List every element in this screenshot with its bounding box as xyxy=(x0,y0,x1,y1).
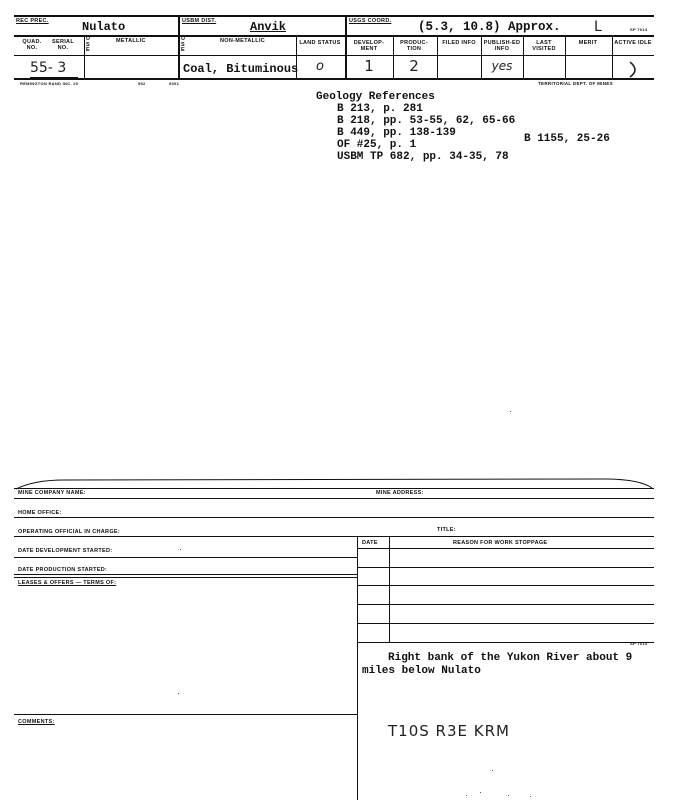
usbm-dist-value: Anvik xyxy=(250,20,287,34)
stoppage-rule-3 xyxy=(357,604,654,605)
speck xyxy=(178,693,179,694)
township-range-meridian: T10S R3E KRM xyxy=(388,722,510,740)
col-use-metallic: U S E xyxy=(86,36,91,53)
speck xyxy=(530,796,531,797)
col-merit: MERIT xyxy=(578,40,598,46)
reference-line: OF #25, p. 1 xyxy=(337,139,417,151)
stoppage-rule-0 xyxy=(357,548,654,549)
rec-prec-label: REC PREC. xyxy=(16,18,49,24)
location-text-line-2: miles below Nulato xyxy=(362,665,481,677)
production-value: 2 xyxy=(409,57,419,75)
code-b: 5301 xyxy=(169,81,180,86)
operating-official-label: OPERATING OFFICIAL IN CHARGE: xyxy=(18,529,120,535)
corner-mark: L xyxy=(594,19,602,35)
col-published-info: PUBLISH-ED INFO xyxy=(483,40,521,52)
speck xyxy=(466,795,467,796)
sep-usbm xyxy=(178,15,180,78)
reference-line: USBM TP 682, pp. 34-35, 78 xyxy=(337,151,509,163)
published-info-value: yes xyxy=(491,59,513,73)
mine-company-name-label: MINE COMPANY NAME: xyxy=(18,490,86,496)
col-metallic: METALLIC xyxy=(116,38,146,44)
form-code: SP 7014 xyxy=(630,27,648,32)
header-divider xyxy=(14,35,654,37)
col-production: PRODUC-TION xyxy=(400,40,428,52)
stoppage-rule-4 xyxy=(357,623,654,624)
row-rule-1 xyxy=(14,498,654,499)
col-land-status: LAND STATUS xyxy=(299,40,341,46)
quad-serial-value: 55- 3 xyxy=(30,60,67,76)
col-non-metallic: NON-METALLIC xyxy=(220,38,266,44)
usgs-coord-label: USGS COORD. xyxy=(349,18,392,24)
reference-line: B 218, pp. 53-55, 62, 65-66 xyxy=(337,115,516,127)
col-serial-no: SERIAL NO. xyxy=(52,39,74,51)
sep-serial xyxy=(84,35,85,78)
active-idle-mark xyxy=(626,60,644,80)
form-center-divider xyxy=(357,536,358,800)
column-divider xyxy=(14,55,654,56)
reference-extra: B 1155, 25-26 xyxy=(524,133,610,145)
top-border xyxy=(14,15,654,17)
comments-label: COMMENTS: xyxy=(18,719,55,725)
printer-credit: REMINGTON RAND INC. 20 xyxy=(20,81,79,86)
col-filed-info: FILED INFO xyxy=(442,40,476,46)
date-column-header: DATE xyxy=(362,540,378,546)
reason-column-header: REASON FOR WORK STOPPAGE xyxy=(453,540,548,546)
location-text-line-1: Right bank of the Yukon River about 9 xyxy=(388,652,633,664)
non-metallic-value: Coal, Bituminous xyxy=(183,62,299,76)
location-form-code: SP 7014 xyxy=(630,641,648,646)
usbm-dist-label: USBM DIST. xyxy=(182,18,217,24)
speck xyxy=(510,411,511,412)
code-a: 552 xyxy=(138,81,146,86)
mine-address-label: MINE ADDRESS: xyxy=(376,490,424,496)
comments-rule xyxy=(14,714,357,715)
reference-line: B 449, pp. 138-139 xyxy=(337,127,456,139)
record-bottom-border xyxy=(14,78,654,80)
department-name: TERRITORIAL DEPT. OF MINES xyxy=(538,81,613,86)
col-development: DEVELOP-MENT xyxy=(353,40,385,52)
development-value: 1 xyxy=(364,57,374,75)
home-office-label: HOME OFFICE: xyxy=(18,510,62,516)
form-top-rule xyxy=(14,488,654,489)
row-rule-3 xyxy=(14,536,654,537)
speck xyxy=(180,549,181,550)
sep-usgs xyxy=(345,15,347,78)
stoppage-rule-1 xyxy=(357,567,654,568)
col-last-visited: LAST VISITED xyxy=(532,40,556,52)
row-rule-2 xyxy=(14,517,654,518)
quad-underline xyxy=(30,77,78,78)
land-status-value: o xyxy=(316,59,324,74)
speck xyxy=(492,770,493,771)
left-rule-2b xyxy=(14,577,357,578)
references-heading: Geology References xyxy=(316,91,435,103)
col-quad-no: QUAD. NO. xyxy=(22,39,42,51)
title-label: TITLE: xyxy=(437,527,456,533)
reference-line: B 213, p. 281 xyxy=(337,103,423,115)
date-column-divider xyxy=(389,536,390,642)
stoppage-rule-5 xyxy=(357,642,654,643)
col-use-nonmetallic: U S E xyxy=(181,36,186,53)
leases-offers-label: LEASES & OFFERS — TERMS OF: xyxy=(18,580,117,586)
usgs-coord-value: (5.3, 10.8) Approx. xyxy=(418,20,561,34)
date-development-started-label: DATE DEVELOPMENT STARTED: xyxy=(18,548,113,554)
col-active-idle: ACTIVE IDLE xyxy=(614,40,652,46)
speck xyxy=(480,792,481,793)
speck xyxy=(508,795,509,796)
rec-prec-value: Nulato xyxy=(82,20,126,34)
left-rule-2 xyxy=(14,574,357,575)
date-production-started-label: DATE PRODUCTION STARTED: xyxy=(18,567,108,573)
left-rule-1 xyxy=(14,557,357,558)
stoppage-rule-2 xyxy=(357,585,654,586)
